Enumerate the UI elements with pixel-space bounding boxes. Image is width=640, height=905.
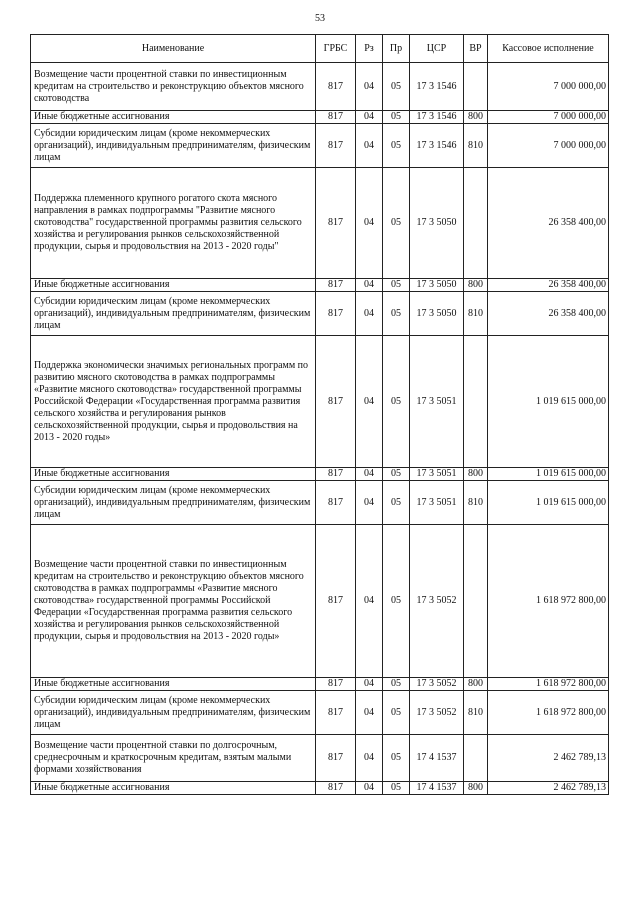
row-vr-cell — [464, 735, 488, 782]
row-name-cell: Иные бюджетные ассигнования — [31, 111, 316, 124]
row-grbs-cell: 817 — [316, 678, 356, 691]
table-row — [31, 111, 609, 124]
page-number: 53 — [315, 13, 325, 24]
row-vr-cell: 810 — [464, 124, 488, 168]
row-rz-cell: 04 — [356, 292, 383, 336]
row-vr-cell: 800 — [464, 468, 488, 481]
row-grbs-cell: 817 — [316, 735, 356, 782]
row-name-cell: Иные бюджетные ассигнования — [31, 279, 316, 292]
row-vr-cell — [464, 168, 488, 279]
row-grbs-cell: 817 — [316, 336, 356, 468]
row-rz-cell: 04 — [356, 678, 383, 691]
row-amount-cell: 1 618 972 800,00 — [488, 525, 609, 678]
row-csr-cell: 17 3 5050 — [410, 292, 464, 336]
row-rz-cell: 04 — [356, 735, 383, 782]
table-row — [31, 735, 609, 782]
row-vr-cell — [464, 525, 488, 678]
row-csr-cell: 17 4 1537 — [410, 782, 464, 795]
table-row — [31, 63, 609, 111]
row-name-cell: Возмещение части процентной ставки по долгосрочным, среднесрочным и краткосрочным кредитам, взятым малыми формами хозяйствования — [31, 735, 316, 782]
row-rz-cell: 04 — [356, 481, 383, 525]
row-rz-cell: 04 — [356, 336, 383, 468]
table-row — [31, 782, 609, 795]
row-amount-cell: 26 358 400,00 — [488, 279, 609, 292]
table-row — [31, 292, 609, 336]
row-csr-cell: 17 3 5051 — [410, 468, 464, 481]
table-row — [31, 279, 609, 292]
row-pr-cell: 05 — [383, 678, 410, 691]
row-amount-cell: 1 019 615 000,00 — [488, 468, 609, 481]
table-row — [31, 124, 609, 168]
row-pr-cell: 05 — [383, 279, 410, 292]
header-name: Наименование — [31, 35, 316, 63]
row-csr-cell: 17 3 5051 — [410, 336, 464, 468]
row-rz-cell: 04 — [356, 691, 383, 735]
row-pr-cell: 05 — [383, 481, 410, 525]
row-csr-cell: 17 3 5052 — [410, 678, 464, 691]
table-row — [31, 481, 609, 525]
row-vr-cell: 810 — [464, 292, 488, 336]
row-csr-cell: 17 3 5052 — [410, 691, 464, 735]
header-pr: Пр — [383, 35, 410, 63]
row-pr-cell: 05 — [383, 525, 410, 678]
row-name-cell: Иные бюджетные ассигнования — [31, 678, 316, 691]
table-row — [31, 525, 609, 678]
row-rz-cell: 04 — [356, 124, 383, 168]
row-grbs-cell: 817 — [316, 168, 356, 279]
row-vr-cell — [464, 63, 488, 111]
row-csr-cell: 17 3 5050 — [410, 168, 464, 279]
row-rz-cell: 04 — [356, 168, 383, 279]
budget-table — [30, 34, 609, 795]
row-pr-cell: 05 — [383, 735, 410, 782]
row-pr-cell: 05 — [383, 168, 410, 279]
row-pr-cell: 05 — [383, 111, 410, 124]
row-name-cell: Поддержка экономически значимых региональных программ по развитию мясного скотоводства в рамках подпрограммы «Развитие мясного скотоводства» государственной программы Российской Федерации «Государственная программа развития сельского хозяйства и регулирования рынков сельскохозяйственной продукции, сырья и продовольствия на 2013 - 2020 годы» — [31, 336, 316, 468]
row-name-cell: Иные бюджетные ассигнования — [31, 782, 316, 795]
row-grbs-cell: 817 — [316, 292, 356, 336]
header-vr: ВР — [464, 35, 488, 63]
row-rz-cell: 04 — [356, 468, 383, 481]
row-pr-cell: 05 — [383, 691, 410, 735]
row-grbs-cell: 817 — [316, 63, 356, 111]
row-vr-cell: 800 — [464, 279, 488, 292]
row-grbs-cell: 817 — [316, 481, 356, 525]
table-row — [31, 691, 609, 735]
row-amount-cell: 7 000 000,00 — [488, 111, 609, 124]
row-name-cell: Субсидии юридическим лицам (кроме некоммерческих организаций), индивидуальным предпринимателям, физическим лицам — [31, 691, 316, 735]
row-amount-cell: 1 019 615 000,00 — [488, 481, 609, 525]
row-pr-cell: 05 — [383, 63, 410, 111]
row-rz-cell: 04 — [356, 279, 383, 292]
row-csr-cell: 17 3 1546 — [410, 124, 464, 168]
row-amount-cell: 26 358 400,00 — [488, 292, 609, 336]
row-vr-cell: 800 — [464, 678, 488, 691]
row-grbs-cell: 817 — [316, 525, 356, 678]
row-amount-cell: 1 618 972 800,00 — [488, 678, 609, 691]
row-vr-cell: 810 — [464, 691, 488, 735]
row-csr-cell: 17 3 5050 — [410, 279, 464, 292]
table-header-row — [31, 35, 609, 63]
row-vr-cell: 800 — [464, 111, 488, 124]
row-name-cell: Субсидии юридическим лицам (кроме некоммерческих организаций), индивидуальным предпринимателям, физическим лицам — [31, 124, 316, 168]
row-amount-cell: 7 000 000,00 — [488, 63, 609, 111]
row-grbs-cell: 817 — [316, 468, 356, 481]
table-row — [31, 678, 609, 691]
row-pr-cell: 05 — [383, 292, 410, 336]
row-amount-cell: 2 462 789,13 — [488, 782, 609, 795]
row-pr-cell: 05 — [383, 468, 410, 481]
row-vr-cell — [464, 336, 488, 468]
row-grbs-cell: 817 — [316, 279, 356, 292]
row-csr-cell: 17 3 1546 — [410, 63, 464, 111]
row-grbs-cell: 817 — [316, 124, 356, 168]
row-pr-cell: 05 — [383, 782, 410, 795]
row-name-cell: Субсидии юридическим лицам (кроме некоммерческих организаций), индивидуальным предпринимателям, физическим лицам — [31, 481, 316, 525]
row-pr-cell: 05 — [383, 124, 410, 168]
row-pr-cell: 05 — [383, 336, 410, 468]
row-rz-cell: 04 — [356, 111, 383, 124]
table-row — [31, 168, 609, 279]
row-amount-cell: 7 000 000,00 — [488, 124, 609, 168]
row-amount-cell: 2 462 789,13 — [488, 735, 609, 782]
row-rz-cell: 04 — [356, 63, 383, 111]
header-grbs: ГРБС — [316, 35, 356, 63]
row-amount-cell: 1 618 972 800,00 — [488, 691, 609, 735]
row-csr-cell: 17 3 5051 — [410, 481, 464, 525]
row-grbs-cell: 817 — [316, 782, 356, 795]
row-vr-cell: 800 — [464, 782, 488, 795]
row-csr-cell: 17 3 5052 — [410, 525, 464, 678]
header-amount: Кассовое исполнение — [488, 35, 609, 63]
row-amount-cell: 1 019 615 000,00 — [488, 336, 609, 468]
header-csr: ЦСР — [410, 35, 464, 63]
row-name-cell: Возмещение части процентной ставки по инвестиционным кредитам на строительство и реконструкцию объектов мясного скотоводства — [31, 63, 316, 111]
row-name-cell: Поддержка племенного крупного рогатого скота мясного направления в рамках подпрограммы "Развитие мясного скотоводства" государственной программы развития сельского хозяйства и регулирования рынков сельскохозяйственной продукции, сырья и продовольствия на 2013 - 2020 годы" — [31, 168, 316, 279]
row-name-cell: Возмещение части процентной ставки по инвестиционным кредитам на строительство и реконструкцию объектов мясного скотоводства в рамках подпрограммы «Развитие мясного скотоводства» государственной программы Российской Федерации «Государственная программа развития сельского хозяйства и регулирования рынков сельскохозяйственной продукции, сырья и продовольствия на 2013 - 2020 годы» — [31, 525, 316, 678]
row-amount-cell: 26 358 400,00 — [488, 168, 609, 279]
row-csr-cell: 17 4 1537 — [410, 735, 464, 782]
row-grbs-cell: 817 — [316, 691, 356, 735]
header-rz: Рз — [356, 35, 383, 63]
row-csr-cell: 17 3 1546 — [410, 111, 464, 124]
row-rz-cell: 04 — [356, 525, 383, 678]
row-rz-cell: 04 — [356, 782, 383, 795]
table-row — [31, 468, 609, 481]
table-row — [31, 336, 609, 468]
row-vr-cell: 810 — [464, 481, 488, 525]
row-name-cell: Субсидии юридическим лицам (кроме некоммерческих организаций), индивидуальным предпринимателям, физическим лицам — [31, 292, 316, 336]
row-grbs-cell: 817 — [316, 111, 356, 124]
row-name-cell: Иные бюджетные ассигнования — [31, 468, 316, 481]
